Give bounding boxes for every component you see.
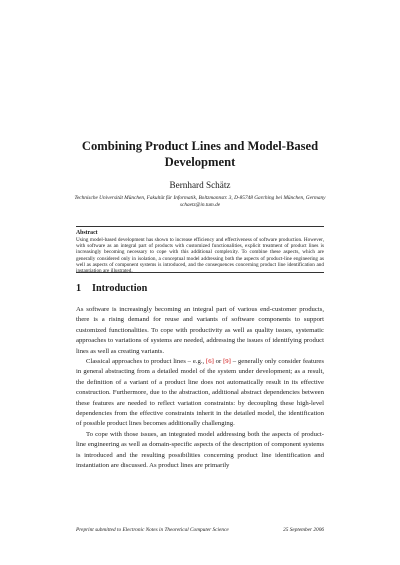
section-body: [76, 305, 324, 472]
footer-date: 25 September 2006: [283, 527, 324, 533]
abstract-text: Using model-based development has shown to increase efficiency and effectiveness of software production. However, with software as an integral part of products with customized functionalities, explicit treatment of product lines is increasingly becoming necessary to cope with this additional complexity. To combine these aspects, which are generally considered only in isolation, a conceptual model addressing both the aspects of product-line engineering as well as aspects of component systems is introduced, and the consequences concerning product line identification and instantiation are illustrated.: [76, 237, 324, 275]
paragraph-2-text-b: or: [213, 358, 224, 366]
paragraph-2-text-c: – generally only consider features in general abstracting from a detailed model of the system under development; as a result, the definition of a variant of a product line does not automatically result in its effective construction. Furthermore, due to the abstraction, additional abstract dependencies between these features are needed to reflect variation constraints: by decoupling these high-level dependencies from the effective constraints inherit in the detailed model, the identification of possible product lines becomes additionally challenging.: [76, 358, 325, 428]
page-footer: [76, 527, 324, 533]
paragraph-2: [76, 357, 324, 430]
paragraph-1: As software is increasingly becoming an integral part of various end-customer products, there is a rising demand for reuse and variants of software components to support customized functionalities. To cope with productivity as well as quality issues, systematic approaches to variations of systems are needed, addressing the issues of identifying product lines as well as creating variants.: [76, 306, 324, 355]
author-email: schaetz@in.tum.de: [179, 201, 221, 208]
section-heading: [76, 283, 147, 294]
paragraph-2-text-a: Classical approaches to product lines – e.g.,: [86, 358, 207, 366]
abstract-bottom-rule: [76, 272, 324, 273]
abstract-heading: Abstract: [76, 230, 98, 236]
paragraph-3: To cope with those issues, an integrated model addressing both the aspects of product-line engineering as well as domain-specific aspects of the description of component systems is introduced and the resulting possibilities concerning product line identification and instantiation are discussed. As product lines are primarily: [76, 430, 324, 470]
author-name: Bernhard Schätz: [169, 180, 231, 190]
section-title: Introduction: [92, 283, 148, 294]
author-affiliation: [70, 195, 330, 208]
citation-link-6[interactable]: [6]: [206, 358, 214, 366]
abstract-top-rule: [76, 226, 324, 227]
paper-title: Combining Product Lines and Model-Based Development: [81, 139, 319, 169]
affiliation-text: Technische Universität München, Fakultät für Informatik, Boltzmannstr. 3, D-85748 Garching bei München, Germany: [74, 195, 326, 201]
citation-link-9[interactable]: [9]: [223, 358, 231, 366]
section-number: 1: [76, 283, 82, 294]
footer-preprint-note: Preprint submitted to Electronic Notes in Theoretical Computer Science: [76, 527, 229, 533]
